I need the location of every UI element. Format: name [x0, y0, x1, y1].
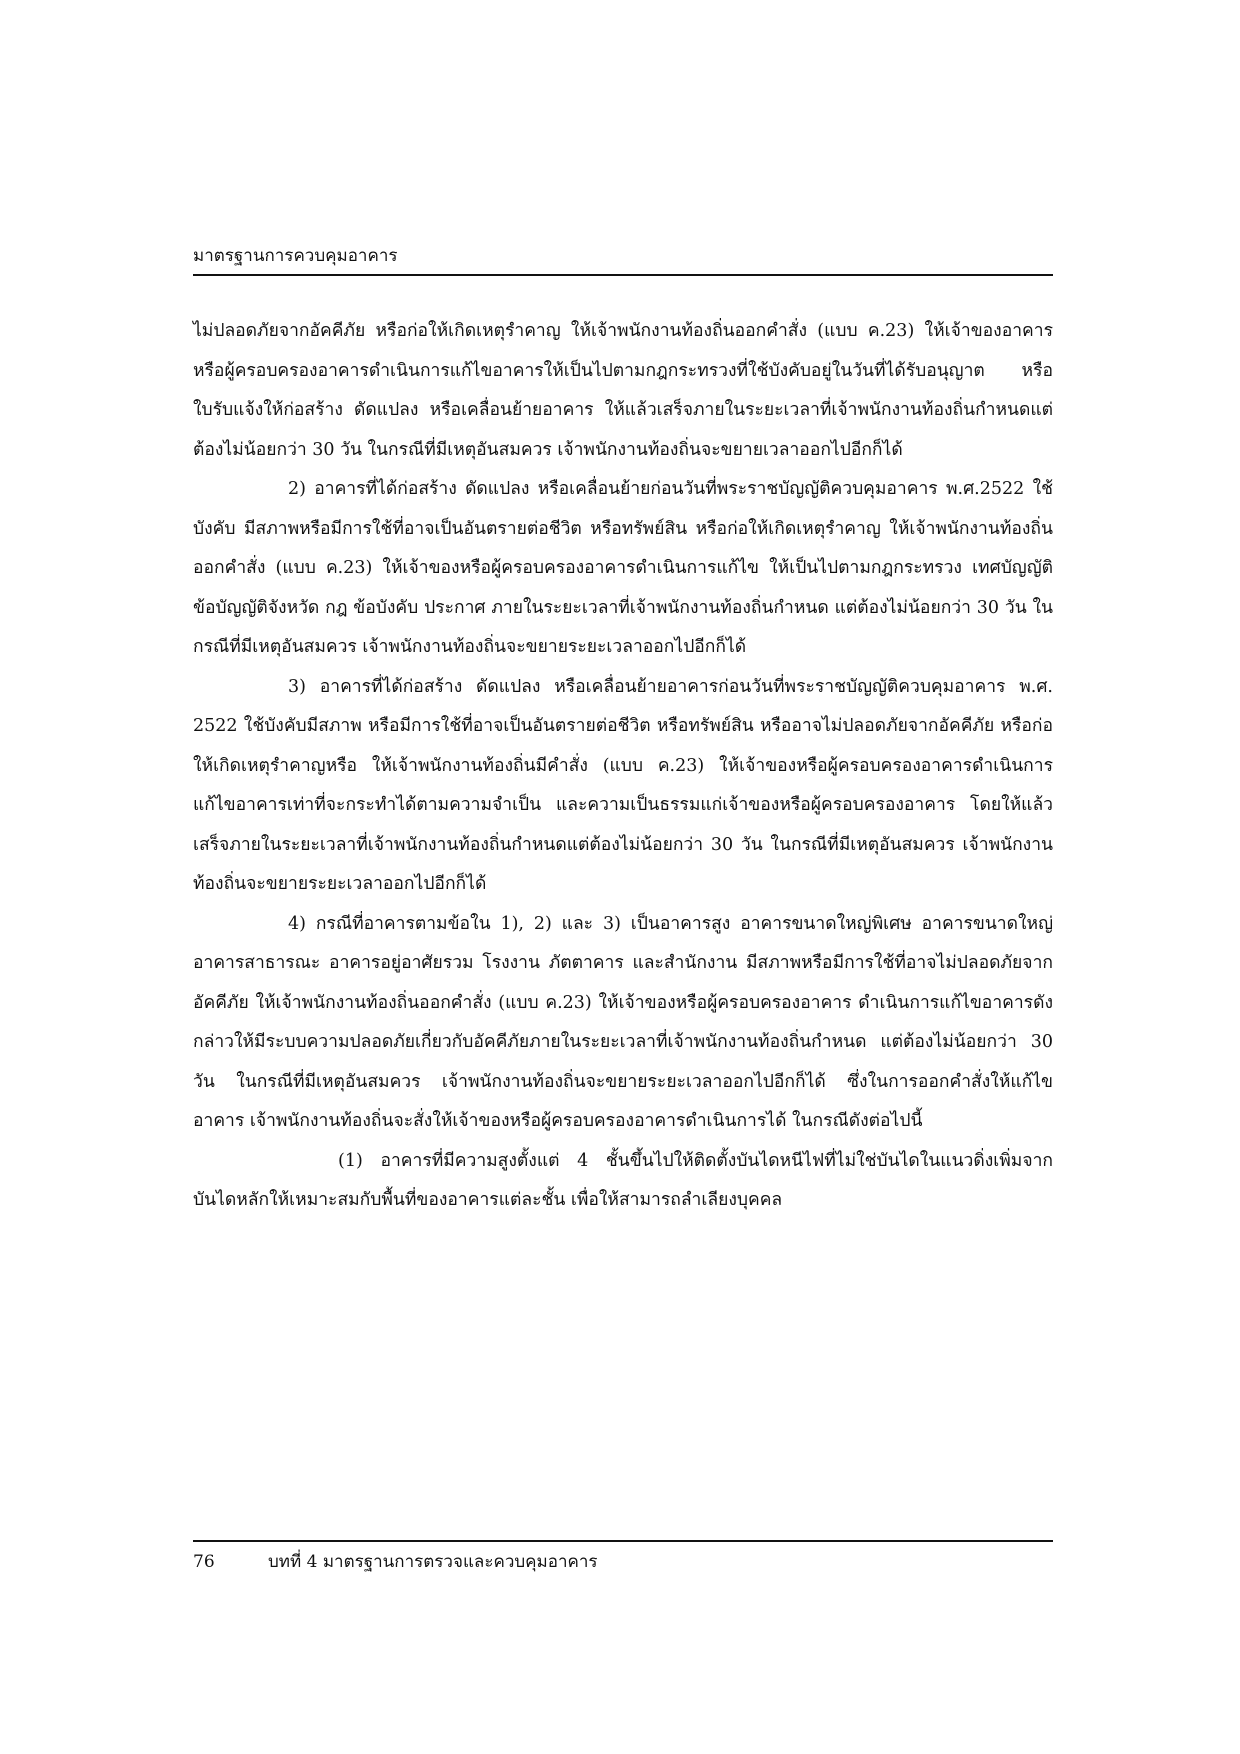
paragraph-item-3: 3) อาคารที่ได้ก่อสร้าง ดัดแปลง หรือเคลื่อนย้ายอาคารก่อนวันที่พระราชบัญญัติควบคุมอาคาร พ.ศ. 2522 ใช้บังคับมีสภาพ หรือมีการใช้ที่อาจเป็นอันตรายต่อชีวิต หรือทรัพย์สิน หรืออาจไม่ปลอดภัยจากอัคคีภัย หรือก่อให้เกิดเหตุรำคาญหรือ ให้เจ้าพนักงานท้องถิ่นมีคำสั่ง (แบบ ค.23) ให้เจ้าของหรือผู้ครอบครองอาคารดำเนินการแก้ไขอาคารเท่าที่จะกระทำได้ตามความจำเป็น และความเป็นธรรมแก่เจ้าของหรือผู้ครอบครองอาคาร โดยให้แล้วเสร็จภายในระยะเวลาที่เจ้าพนักงานท้องถิ่นกำหนดแต่ต้องไม่น้อยกว่า 30 วัน ในกรณีที่มีเหตุอันสมควร เจ้าพนักงานท้องถิ่นจะขยายระยะเวลาออกไปอีกก็ได้	[193, 676, 1053, 894]
page-footer	[193, 1550, 1053, 1574]
footer-divider	[193, 1540, 1053, 1542]
page-number: 76	[193, 1552, 215, 1572]
header-divider	[193, 274, 1053, 276]
paragraph-continuation: ไม่ปลอดภัยจากอัคคีภัย หรือก่อให้เกิดเหตุรำคาญ ให้เจ้าพนักงานท้องถิ่นออกคำสั่ง (แบบ ค.23) ให้เจ้าของอาคาร หรือผู้ครอบครองอาคารดำเนินการแก้ไขอาคารให้เป็นไปตามกฎกระทรวงที่ใช้บังคับอยู่ในวันที่ได้รับอนุญาต หรือใบรับแจ้งให้ก่อสร้าง ดัดแปลง หรือเคลื่อนย้ายอาคาร ให้แล้วเสร็จภายในระยะเวลาที่เจ้าพนักงานท้องถิ่นกำหนดแต่ต้องไม่น้อยกว่า 30 วัน ในกรณีที่มีเหตุอันสมควร เจ้าพนักงานท้องถิ่นจะขยายเวลาออกไปอีกก็ได้	[193, 321, 1053, 460]
body-text	[193, 312, 1053, 1221]
paragraph-item-2: 2) อาคารที่ได้ก่อสร้าง ดัดแปลง หรือเคลื่อนย้ายก่อนวันที่พระราชบัญญัติควบคุมอาคาร พ.ศ.2522 ใช้บังคับ มีสภาพหรือมีการใช้ที่อาจเป็นอันตรายต่อชีวิต หรือทรัพย์สิน หรือก่อให้เกิดเหตุรำคาญ ให้เจ้าพนักงานท้องถิ่นออกคำสั่ง (แบบ ค.23) ให้เจ้าของหรือผู้ครอบครองอาคารดำเนินการแก้ไข ให้เป็นไปตามกฎกระทรวง เทศบัญญัติ ข้อบัญญัติจังหวัด กฎ ข้อบังคับ ประกาศ ภายในระยะเวลาที่เจ้าพนักงานท้องถิ่นกำหนด แต่ต้องไม่น้อยกว่า 30 วัน ในกรณีที่มีเหตุอันสมควร เจ้าพนักงานท้องถิ่นจะขยายระยะเวลาออกไปอีกก็ได้	[193, 479, 1053, 657]
paragraph-item-4: 4) กรณีที่อาคารตามข้อใน 1), 2) และ 3) เป็นอาคารสูง อาคารขนาดใหญ่พิเศษ อาคารขนาดใหญ่ อาคารสาธารณะ อาคารอยู่อาศัยรวม โรงงาน ภัตตาคาร และสำนักงาน มีสภาพหรือมีการใช้ที่อาจไม่ปลอดภัยจากอัคคีภัย ให้เจ้าพนักงานท้องถิ่นออกคำสั่ง (แบบ ค.23) ให้เจ้าของหรือผู้ครอบครองอาคาร ดำเนินการแก้ไขอาคารดังกล่าวให้มีระบบความปลอดภัยเกี่ยวกับอัคคีภัยภายในระยะเวลาที่เจ้าพนักงานท้องถิ่นกำหนด แต่ต้องไม่น้อยกว่า 30 วัน ในกรณีที่มีเหตุอันสมควร เจ้าพนักงานท้องถิ่นจะขยายระยะเวลาออกไปอีกก็ได้ ซึ่งในการออกคำสั่งให้แก้ไขอาคาร เจ้าพนักงานท้องถิ่นจะสั่งให้เจ้าของหรือผู้ครอบครองอาคารดำเนินการได้ ในกรณีดังต่อไปนี้	[193, 913, 1053, 1131]
chapter-title: บทที่ 4 มาตรฐานการตรวจและควบคุมอาคาร	[268, 1552, 598, 1572]
paragraph-subitem-1: (1) อาคารที่มีความสูงตั้งแต่ 4 ชั้นขึ้นไปให้ติดตั้งบันไดหนีไฟที่ไม่ใช่บันไดในแนวดิ่งเพิ่มจากบันไดหลักให้เหมาะสมกับพื้นที่ของอาคารแต่ละชั้น เพื่อให้สามารถลำเลียงบุคคล	[193, 1150, 1053, 1210]
running-header: มาตรฐานการควบคุมอาคาร	[193, 246, 398, 266]
